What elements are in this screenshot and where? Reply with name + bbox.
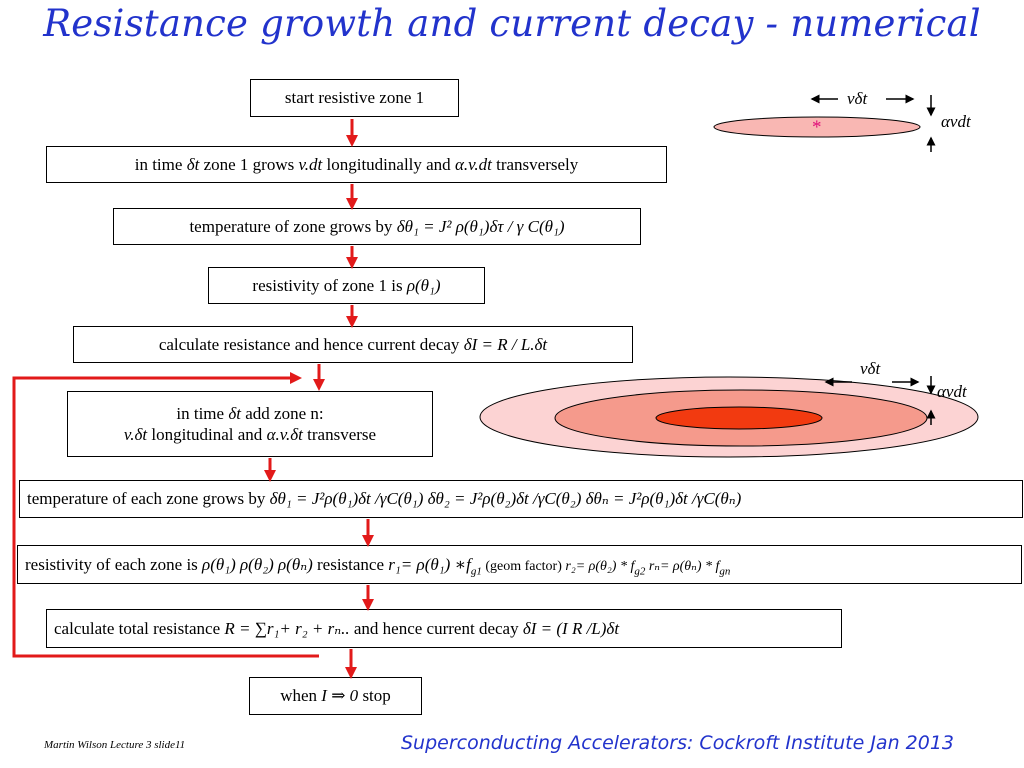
top-avdt-label: αvdt [941, 112, 971, 131]
step-resistivity-zone-text: resistivity of zone 1 is ρ(θ₁) [252, 275, 441, 295]
zone-star: * [812, 117, 822, 138]
loop-back-arrow [14, 378, 319, 656]
bot-vdt-label: vδt [860, 359, 881, 378]
step-temperature-each-text: temperature of each zone grows by δθ₁ = J²ρ(θ₁)δt /γC(θ₁) δθ₂ = J²ρ(θ₂)δt /γC(θ₂) δθₙ = J²ρ(θ₁)δt /γC(θₙ) [27, 489, 742, 509]
top-vdt-label: vδt [847, 89, 868, 108]
step-temperature-zone-text: temperature of zone grows by δθ₁ = J² ρ(θ₁)δτ / γ C(θ₁) [189, 216, 565, 236]
zone-inner-ellipse [656, 407, 822, 429]
step-resistivity-each-text: resistivity of each zone is ρ(θ₁) ρ(θ₂) ρ(θₙ) resistance r₁= ρ(θ₁) $∗f_{g1}$ (geom factor) $r_2= \rho(\theta_2) * f_{g2}$ $r_n= \rho(\theta_n) * f_{gn}$ [25, 554, 731, 578]
footer-course: Superconducting Accelerators: Cockroft Institute Jan 2013 [401, 732, 955, 754]
bot-avdt-label: αvdt [937, 382, 967, 401]
footer-author: Martin Wilson Lecture 3 slide11 [44, 739, 186, 751]
step-calc-resistance-text: calculate resistance and hence current decay δI = R / L.δt [158, 334, 548, 354]
step-stop-text: when I ⇒ 0 stop [280, 686, 391, 706]
step-total-resistance-text: calculate total resistance R = ∑r₁+ r₂ + rₙ.. and hence current decay δI = (I R /L)δt [54, 618, 620, 638]
step-add-zone-line1: in time δt add zone n: [176, 403, 324, 423]
slide-title: Resistance growth and current decay - numerical [43, 2, 981, 45]
step-zone-growth-text: in time δt zone 1 grows v.dt longitudinally and α.v.dt transversely [134, 154, 579, 174]
step-add-zone-line2: v.δt longitudinal and α.v.δt transverse [123, 425, 377, 444]
step-start-zone-text: start resistive zone 1 [284, 88, 425, 108]
